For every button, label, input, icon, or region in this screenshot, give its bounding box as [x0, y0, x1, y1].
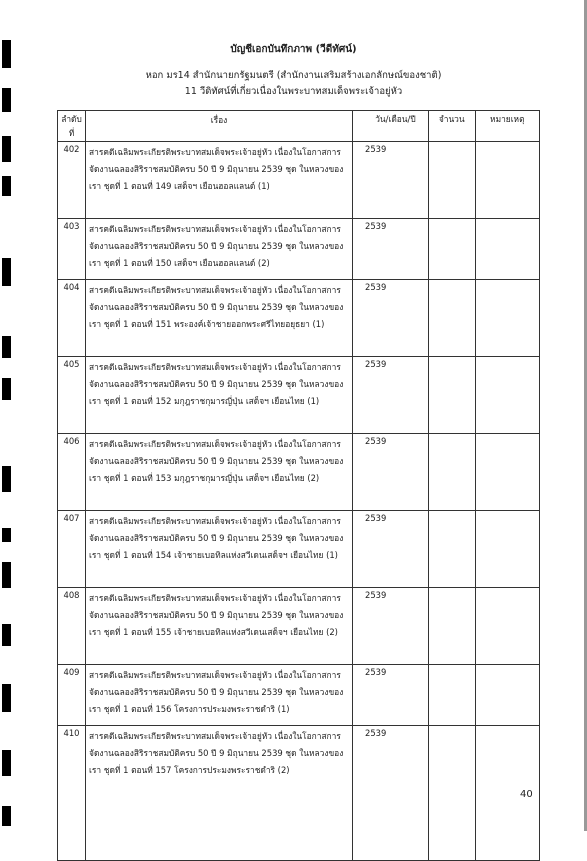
- row-date: 2539: [353, 588, 429, 665]
- row-remark: [475, 588, 539, 665]
- table-row: [58, 434, 540, 511]
- document-title: บัญชีเอกบันทึกภาพ (วีดีทัศน์): [230, 44, 357, 55]
- row-no: 407: [58, 511, 86, 588]
- binding-mark: [2, 136, 11, 162]
- row-qty: [428, 511, 475, 588]
- binding-mark: [2, 466, 11, 492]
- binding-mark: [2, 624, 11, 646]
- binding-mark: [2, 176, 11, 196]
- row-subject: สารคดีเฉลิมพระเกียรติพระบาทสมเด็จพระเจ้าอยู่หัว เนื่องในโอกาสการจัดงานฉลองสิริราชสมบัติครบ 50 ปี 9 มิถุนายน 2539 ชุด ในหลวงของเรา ชุดที่ 1 ตอนที่ 151 พระองค์เจ้าชายออกพระศรีไทยอยุธยา (1): [86, 280, 353, 357]
- row-remark: [475, 357, 539, 434]
- row-no: 406: [58, 434, 86, 511]
- row-remark: [475, 142, 539, 219]
- binding-mark: [2, 378, 11, 400]
- binding-mark: [2, 806, 11, 826]
- binding-mark: [2, 258, 11, 286]
- table-row: [58, 142, 540, 219]
- table-row: [58, 511, 540, 588]
- col-header-date: วัน/เดือน/ปี: [353, 111, 429, 142]
- table-row: [58, 357, 540, 434]
- row-no: 408: [58, 588, 86, 665]
- row-date: 2539: [353, 357, 429, 434]
- row-subject: สารคดีเฉลิมพระเกียรติพระบาทสมเด็จพระเจ้าอยู่หัว เนื่องในโอกาสการจัดงานฉลองสิริราชสมบัติครบ 50 ปี 9 มิถุนายน 2539 ชุด ในหลวงของเรา ชุดที่ 1 ตอนที่ 150 เสด็จฯ เยือนฮอลแลนด์ (2): [86, 219, 353, 280]
- binding-mark: [2, 684, 11, 712]
- row-subject: สารคดีเฉลิมพระเกียรติพระบาทสมเด็จพระเจ้าอยู่หัว เนื่องในโอกาสการจัดงานฉลองสิริราชสมบัติครบ 50 ปี 9 มิถุนายน 2539 ชุด ในหลวงของเรา ชุดที่ 1 ตอนที่ 155 เจ้าชายเบอทิลแห่งสวีเดนเสด็จฯ เยือนไทย (2): [86, 588, 353, 665]
- table-row: [58, 665, 540, 726]
- row-no: 409: [58, 665, 86, 726]
- col-header-no: ลำดับที่: [58, 111, 86, 142]
- table-header-row: [58, 111, 540, 142]
- row-no: 403: [58, 219, 86, 280]
- section-heading: 11 วีดิทัศน์ที่เกี่ยวเนื่องในพระบาทสมเด็จพระเจ้าอยู่หัว: [184, 86, 403, 97]
- row-date: 2539: [353, 665, 429, 726]
- record-table: [57, 110, 540, 861]
- row-no: 402: [58, 142, 86, 219]
- col-header-remark: หมายเหตุ: [475, 111, 539, 142]
- row-subject: สารคดีเฉลิมพระเกียรติพระบาทสมเด็จพระเจ้าอยู่หัว เนื่องในโอกาสการจัดงานฉลองสิริราชสมบัติครบ 50 ปี 9 มิถุนายน 2539 ชุด ในหลวงของเรา ชุดที่ 1 ตอนที่ 154 เจ้าชายเบอทิลแห่งสวีเดนเสด็จฯ เยือนไทย (1): [86, 511, 353, 588]
- table-row: [58, 219, 540, 280]
- row-qty: [428, 142, 475, 219]
- binding-mark: [2, 750, 11, 776]
- row-subject: สารคดีเฉลิมพระเกียรติพระบาทสมเด็จพระเจ้าอยู่หัว เนื่องในโอกาสการจัดงานฉลองสิริราชสมบัติครบ 50 ปี 9 มิถุนายน 2539 ชุด ในหลวงของเรา ชุดที่ 1 ตอนที่ 157 โครงการประมงพระราชดำริ (2): [86, 726, 353, 861]
- row-qty: [428, 665, 475, 726]
- row-date: 2539: [353, 511, 429, 588]
- row-qty: [428, 357, 475, 434]
- row-remark: [475, 280, 539, 357]
- row-date: 2539: [353, 219, 429, 280]
- row-qty: [428, 588, 475, 665]
- row-date: 2539: [353, 434, 429, 511]
- row-qty: [428, 726, 475, 861]
- binding-mark: [2, 528, 11, 542]
- col-header-subject: เรื่อง: [86, 111, 353, 142]
- row-remark: [475, 665, 539, 726]
- table-row: [58, 280, 540, 357]
- binding-marks: [0, 0, 14, 831]
- binding-mark: [2, 336, 11, 358]
- row-remark: [475, 219, 539, 280]
- row-subject: สารคดีเฉลิมพระเกียรติพระบาทสมเด็จพระเจ้าอยู่หัว เนื่องในโอกาสการจัดงานฉลองสิริราชสมบัติครบ 50 ปี 9 มิถุนายน 2539 ชุด ในหลวงของเรา ชุดที่ 1 ตอนที่ 152 มกุฎราชกุมารญี่ปุ่น เสด็จฯ เยือนไทย (1): [86, 357, 353, 434]
- row-date: 2539: [353, 142, 429, 219]
- row-remark: [475, 511, 539, 588]
- row-qty: [428, 434, 475, 511]
- row-no: 410: [58, 726, 86, 861]
- row-qty: [428, 219, 475, 280]
- row-no: 405: [58, 357, 86, 434]
- row-date: 2539: [353, 726, 429, 861]
- table-row: [58, 726, 540, 861]
- row-subject: สารคดีเฉลิมพระเกียรติพระบาทสมเด็จพระเจ้าอยู่หัว เนื่องในโอกาสการจัดงานฉลองสิริราชสมบัติครบ 50 ปี 9 มิถุนายน 2539 ชุด ในหลวงของเรา ชุดที่ 1 ตอนที่ 153 มกุฎราชกุมารญี่ปุ่น เสด็จฯ เยือนไทย (2): [86, 434, 353, 511]
- table-row: [58, 588, 540, 665]
- row-subject: สารคดีเฉลิมพระเกียรติพระบาทสมเด็จพระเจ้าอยู่หัว เนื่องในโอกาสการจัดงานฉลองสิริราชสมบัติครบ 50 ปี 9 มิถุนายน 2539 ชุด ในหลวงของเรา ชุดที่ 1 ตอนที่ 149 เสด็จฯ เยือนฮอลแลนด์ (1): [86, 142, 353, 219]
- binding-mark: [2, 562, 11, 588]
- row-date: 2539: [353, 280, 429, 357]
- row-subject: สารคดีเฉลิมพระเกียรติพระบาทสมเด็จพระเจ้าอยู่หัว เนื่องในโอกาสการจัดงานฉลองสิริราชสมบัติครบ 50 ปี 9 มิถุนายน 2539 ชุด ในหลวงของเรา ชุดที่ 1 ตอนที่ 156 โครงการประมงพระราชดำริ (1): [86, 665, 353, 726]
- row-remark: [475, 434, 539, 511]
- col-header-qty: จำนวน: [428, 111, 475, 142]
- row-no: 404: [58, 280, 86, 357]
- page-number: 40: [520, 789, 533, 800]
- row-qty: [428, 280, 475, 357]
- group-heading: หอก มร14 สำนักนายกรัฐมนตรี (สำนักงานเสริมสร้างเอกลักษณ์ของชาติ): [145, 70, 442, 81]
